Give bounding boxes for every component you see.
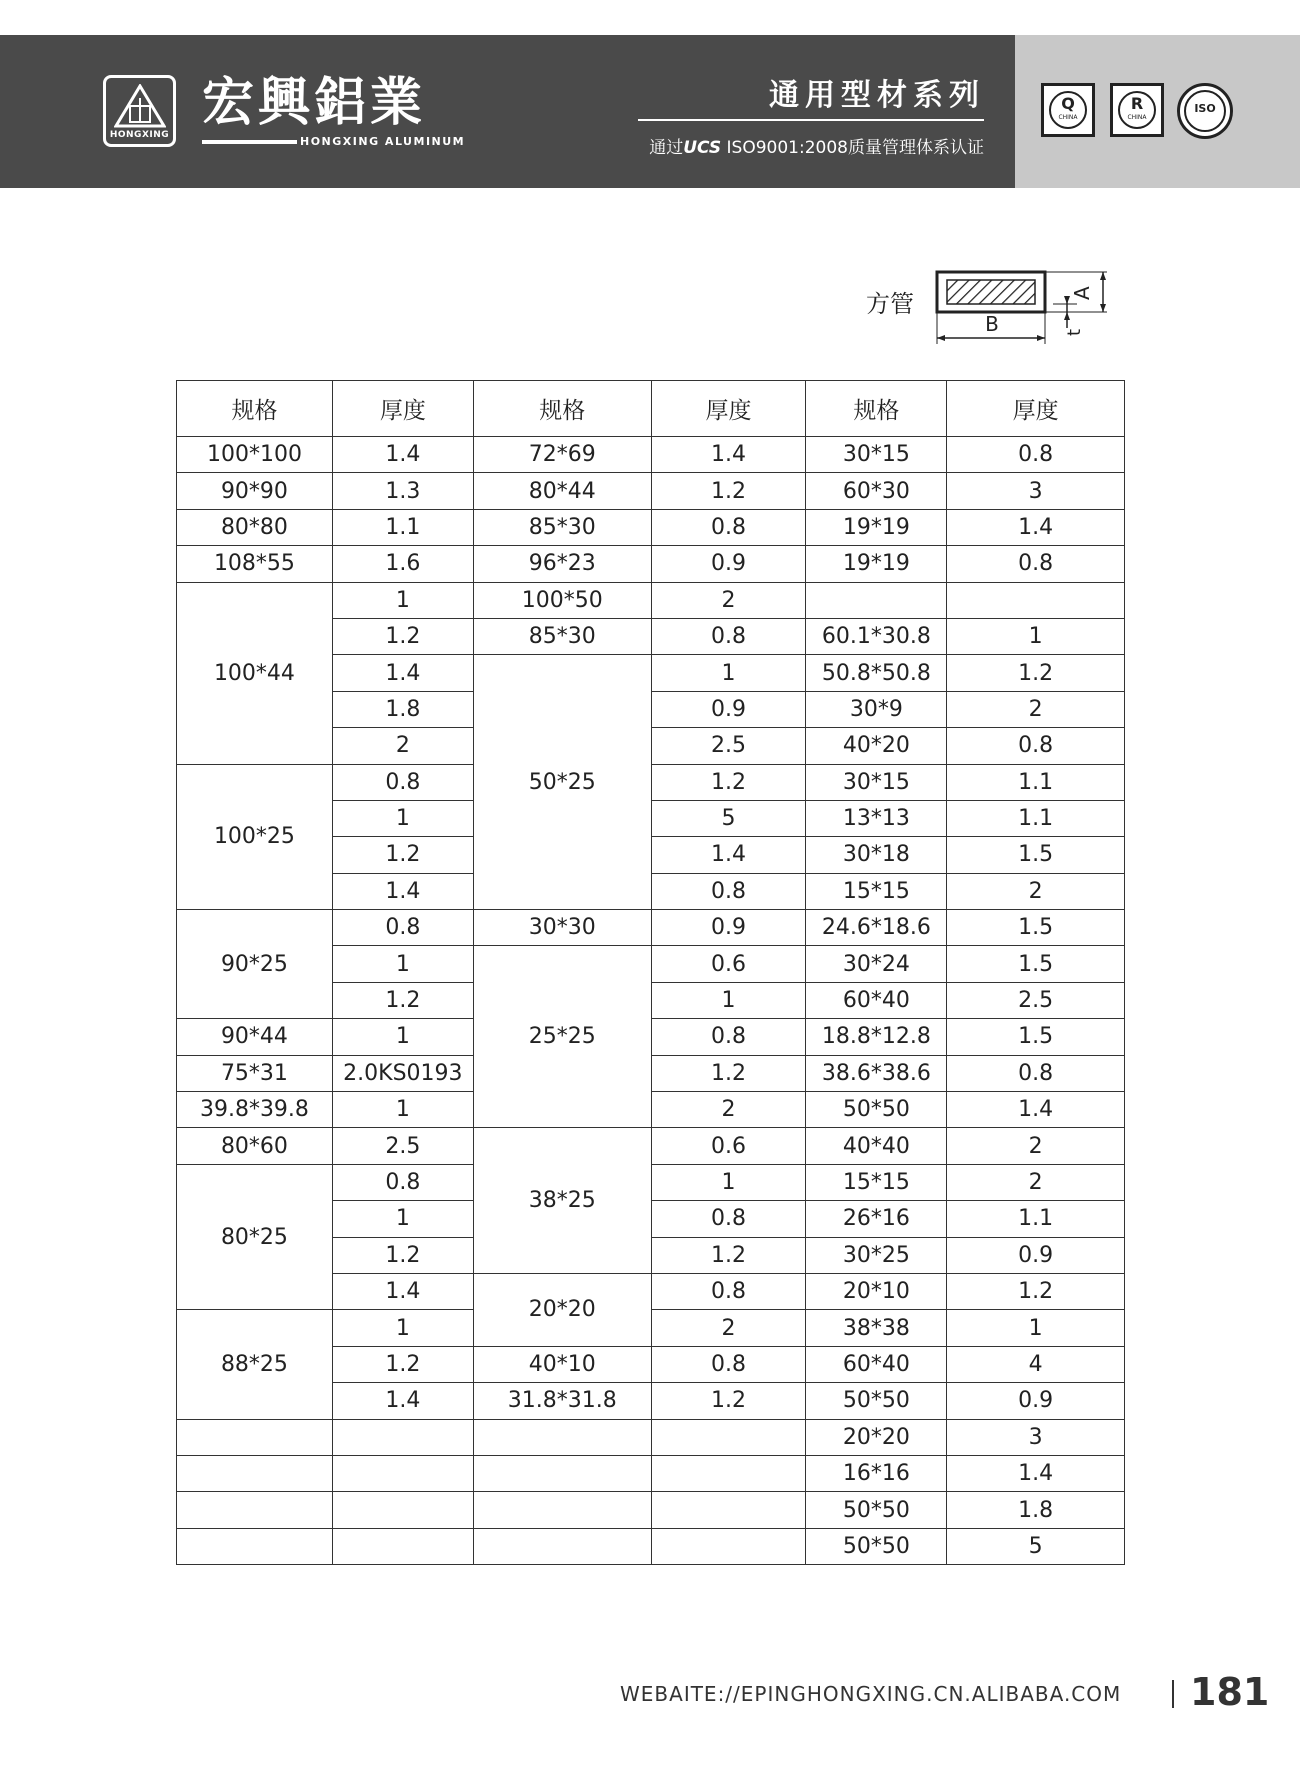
table-row [177,509,1125,545]
thickness-cell: 1 [947,1310,1125,1346]
thickness-cell: 0.8 [947,728,1125,764]
thickness-cell: 0.8 [651,1273,806,1309]
spec-cell [473,1528,651,1564]
header-spec: 规格 [473,381,651,437]
spec-cell: 38*38 [806,1310,947,1346]
thickness-cell: 1.2 [651,473,806,509]
badge-letter: R [1130,94,1144,113]
thickness-cell: 1.2 [947,1273,1125,1309]
table-row [177,1128,1125,1164]
brand-name-cn: 宏興鋁業 [202,73,427,133]
spec-cell: 100*25 [177,764,333,910]
thickness-cell: 2 [651,1092,806,1128]
thickness-cell: 0.8 [651,509,806,545]
spec-cell: 40*10 [473,1346,651,1382]
spec-cell: 30*9 [806,691,947,727]
thickness-cell: 1 [651,1164,806,1200]
thickness-cell: 1 [332,1201,473,1237]
thickness-cell [332,1419,473,1455]
spec-cell: 100*100 [177,437,333,473]
spec-cell: 40*20 [806,728,947,764]
spec-cell: 50*50 [806,1383,947,1419]
thickness-cell: 1.1 [947,1201,1125,1237]
spec-cell: 90*44 [177,1019,333,1055]
spec-cell: 72*69 [473,437,651,473]
thickness-cell: 0.8 [651,618,806,654]
thickness-cell: 2 [651,1310,806,1346]
table-row [177,437,1125,473]
thickness-cell: 0.6 [651,1128,806,1164]
table-row [177,1455,1125,1491]
header-spec: 规格 [177,381,333,437]
spec-cell: 40*40 [806,1128,947,1164]
table-row [177,1055,1125,1091]
spec-cell: 85*30 [473,618,651,654]
brand-name-en: HONGXING ALUMINUM [300,135,466,148]
thickness-cell: 1 [332,1310,473,1346]
thickness-cell: 2.0KS0193 [332,1055,473,1091]
spec-cell: 30*25 [806,1237,947,1273]
table-row [177,473,1125,509]
logo-text: HONGXING [109,130,170,140]
spec-cell [473,1455,651,1491]
spec-cell: 39.8*39.8 [177,1092,333,1128]
thickness-cell: 2 [947,1128,1125,1164]
cert-standard: ISO9001:2008质量管理体系认证 [726,138,984,158]
profile-type-label: 方管 [866,290,914,318]
thickness-cell: 1.2 [651,1055,806,1091]
spec-cell: 20*10 [806,1273,947,1309]
thickness-cell: 1.2 [651,1237,806,1273]
spec-cell: 80*44 [473,473,651,509]
thickness-cell: 0.9 [651,546,806,582]
spec-cell: 16*16 [806,1455,947,1491]
thickness-cell [332,1492,473,1528]
thickness-cell: 1 [332,800,473,836]
thickness-cell: 1.4 [947,1455,1125,1491]
thickness-cell: 2.5 [651,728,806,764]
thickness-cell: 1.2 [947,655,1125,691]
dim-b-label: B [985,312,999,336]
thickness-cell [651,1419,806,1455]
thickness-cell [651,1492,806,1528]
thickness-cell [332,1528,473,1564]
thickness-cell: 1.4 [651,437,806,473]
spec-cell: 38*25 [473,1128,651,1274]
spec-cell: 30*18 [806,837,947,873]
cert-prefix: 通过 [649,138,684,158]
spec-cell: 30*24 [806,946,947,982]
spec-cell: 108*55 [177,546,333,582]
table-row [177,1310,1125,1346]
spec-cell: 60*40 [806,1346,947,1382]
header-badge-panel [1015,35,1300,188]
spec-cell: 31.8*31.8 [473,1383,651,1419]
thickness-cell: 2 [947,873,1125,909]
thickness-cell: 1 [332,946,473,982]
thickness-cell: 1 [332,1092,473,1128]
spec-cell: 26*16 [806,1201,947,1237]
table-row [177,1492,1125,1528]
thickness-cell: 1 [332,1019,473,1055]
spec-cell [473,1492,651,1528]
footer-divider [1172,1680,1174,1708]
thickness-cell: 1.2 [651,764,806,800]
spec-cell [177,1419,333,1455]
thickness-cell: 1.5 [947,837,1125,873]
badge-sub: CHINA [1058,114,1078,121]
badge-sub: CHINA [1127,114,1147,121]
spec-cell [806,582,947,618]
thickness-cell: 1.5 [947,946,1125,982]
header-thickness: 厚度 [651,381,806,437]
thickness-cell: 0.8 [332,1164,473,1200]
spec-cell: 80*80 [177,509,333,545]
thickness-cell [651,1528,806,1564]
thickness-cell: 1.2 [332,837,473,873]
thickness-cell: 1.6 [332,546,473,582]
badge-letter: Q [1061,94,1075,113]
thickness-cell: 1.4 [651,837,806,873]
spec-cell: 50*50 [806,1492,947,1528]
series-title: 通用型材系列 [769,78,985,113]
thickness-cell: 0.8 [651,1019,806,1055]
spec-cell: 15*15 [806,1164,947,1200]
table-header-row [177,381,1125,437]
table-row [177,910,1125,946]
thickness-cell: 0.8 [947,1055,1125,1091]
thickness-cell [332,1455,473,1491]
square-tube-diagram [935,268,1110,350]
spec-cell: 96*23 [473,546,651,582]
thickness-cell: 1.5 [947,1019,1125,1055]
table-row [177,1019,1125,1055]
table-row [177,764,1125,800]
spec-cell [177,1492,333,1528]
thickness-cell: 0.8 [651,873,806,909]
series-divider [638,119,984,121]
spec-cell: 100*50 [473,582,651,618]
spec-cell: 30*30 [473,910,651,946]
brand-underline [202,140,297,144]
dim-a-label: A [1070,286,1094,300]
table-row [177,1164,1125,1200]
spec-cell: 18.8*12.8 [806,1019,947,1055]
thickness-cell: 2 [332,728,473,764]
spec-cell: 15*15 [806,873,947,909]
table-row [177,1092,1125,1128]
spec-cell: 80*25 [177,1164,333,1310]
spec-cell: 20*20 [806,1419,947,1455]
header-thickness: 厚度 [332,381,473,437]
spec-cell: 19*19 [806,546,947,582]
thickness-cell: 1.4 [332,437,473,473]
spec-cell: 80*60 [177,1128,333,1164]
spec-cell [177,1528,333,1564]
thickness-cell: 1.1 [947,800,1125,836]
thickness-cell: 0.9 [947,1237,1125,1273]
spec-cell: 24.6*18.6 [806,910,947,946]
thickness-cell: 0.9 [947,1383,1125,1419]
quality-badge-icon [1041,83,1095,137]
spec-cell: 60*40 [806,982,947,1018]
thickness-cell: 5 [947,1528,1125,1564]
spec-cell: 50*50 [806,1528,947,1564]
globe-certification-icon [1177,83,1233,139]
thickness-cell: 1.2 [332,1237,473,1273]
thickness-cell: 0.9 [651,910,806,946]
thickness-cell [651,1455,806,1491]
spec-cell: 50.8*50.8 [806,655,947,691]
certification-text [620,133,984,158]
thickness-cell: 0.8 [947,437,1125,473]
thickness-cell: 1.1 [332,509,473,545]
page-header [0,35,1300,188]
table-row [177,546,1125,582]
thickness-cell: 0.8 [947,546,1125,582]
thickness-cell: 3 [947,473,1125,509]
thickness-cell: 1.2 [332,982,473,1018]
table-row [177,1528,1125,1564]
thickness-cell: 2 [947,1164,1125,1200]
thickness-cell: 1.8 [947,1492,1125,1528]
thickness-cell: 2.5 [947,982,1125,1018]
spec-cell: 88*25 [177,1310,333,1419]
cert-mark: UCS [683,138,722,158]
thickness-cell: 0.6 [651,946,806,982]
thickness-cell: 2.5 [332,1128,473,1164]
thickness-cell: 0.8 [332,764,473,800]
spec-cell: 60.1*30.8 [806,618,947,654]
thickness-cell: 1.4 [332,873,473,909]
thickness-cell: 1.4 [332,1383,473,1419]
thickness-cell: 0.8 [332,910,473,946]
spec-cell [177,1455,333,1491]
thickness-cell: 0.8 [651,1201,806,1237]
spec-cell [473,1419,651,1455]
thickness-cell: 1 [947,618,1125,654]
thickness-cell: 1.8 [332,691,473,727]
header-thickness: 厚度 [947,381,1125,437]
thickness-cell: 1.2 [332,618,473,654]
thickness-cell: 1 [651,655,806,691]
spec-cell: 38.6*38.6 [806,1055,947,1091]
spec-cell: 100*44 [177,582,333,764]
thickness-cell: 0.8 [651,1346,806,1382]
spec-table [176,380,1125,1565]
thickness-cell: 4 [947,1346,1125,1382]
spec-cell: 13*13 [806,800,947,836]
spec-cell: 25*25 [473,946,651,1128]
thickness-cell: 1.1 [947,764,1125,800]
spec-cell: 90*90 [177,473,333,509]
logo-icon [114,84,166,128]
thickness-cell: 1.3 [332,473,473,509]
thickness-cell: 1.4 [332,1273,473,1309]
thickness-cell: 1.5 [947,910,1125,946]
spec-cell: 19*19 [806,509,947,545]
spec-cell: 50*50 [806,1092,947,1128]
header-spec: 规格 [806,381,947,437]
thickness-cell: 1.2 [651,1383,806,1419]
spec-cell: 50*25 [473,655,651,910]
brand-logo [103,75,176,147]
spec-cell: 30*15 [806,437,947,473]
dim-t-label: t [1064,328,1085,336]
thickness-cell: 2 [947,691,1125,727]
registered-badge-icon [1110,83,1164,137]
spec-cell: 90*25 [177,910,333,1019]
thickness-cell: 5 [651,800,806,836]
page-number: 181 [1190,1670,1270,1714]
spec-cell: 75*31 [177,1055,333,1091]
globe-text: ISO [1194,102,1216,115]
thickness-cell: 2 [651,582,806,618]
spec-cell: 60*30 [806,473,947,509]
thickness-cell: 1.4 [332,655,473,691]
table-row [177,1419,1125,1455]
thickness-cell [947,582,1125,618]
table-row [177,582,1125,618]
thickness-cell: 0.9 [651,691,806,727]
thickness-cell: 1 [332,582,473,618]
thickness-cell: 3 [947,1419,1125,1455]
thickness-cell: 1.2 [332,1346,473,1382]
spec-cell: 85*30 [473,509,651,545]
spec-cell: 20*20 [473,1273,651,1346]
spec-cell: 30*15 [806,764,947,800]
thickness-cell: 1 [651,982,806,1018]
thickness-cell: 1.4 [947,509,1125,545]
thickness-cell: 1.4 [947,1092,1125,1128]
footer-url: WEBAITE://EPINGHONGXING.CN.ALIBABA.COM [620,1682,1122,1706]
